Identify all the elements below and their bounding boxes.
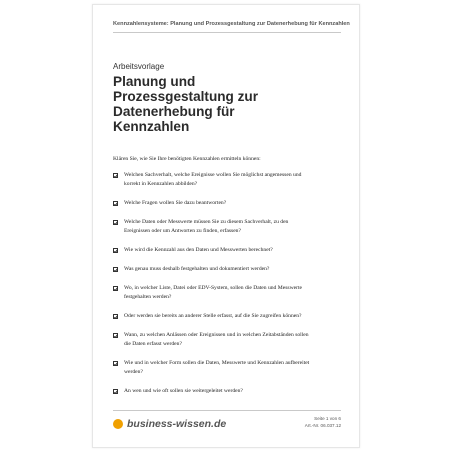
checked-box-icon	[113, 220, 118, 225]
document-title: Planung und Prozessgestaltung zur Datenerhebung für Kennzahlen	[113, 74, 259, 134]
list-item	[113, 218, 313, 236]
checked-box-icon	[113, 286, 118, 291]
question-list	[113, 171, 313, 406]
checked-box-icon	[113, 267, 118, 272]
list-item	[113, 312, 313, 321]
running-header: Kennzahlensysteme: Planung und Prozessgestaltung zur Datenerhebung für Kennzahlen	[113, 21, 350, 27]
list-item	[113, 171, 313, 189]
intro-text: Klären Sie, wie Sie Ihre benötigten Kennzahlen ermitteln können:	[113, 156, 261, 162]
list-item	[113, 284, 313, 302]
question-text: An wen und wie oft sollen sie weitergeleitet werden?	[124, 388, 243, 394]
checked-box-icon	[113, 173, 118, 178]
question-text: Wo, in welcher Liste, Datei oder EDV-System, sollen die Daten und Messwerte festgehalten werden?	[124, 285, 302, 300]
list-item	[113, 331, 313, 349]
business-wissen-logo	[113, 418, 226, 430]
checked-box-icon	[113, 248, 118, 253]
question-text: Wie und in welcher Form sollen die Daten, Messwerte und Kennzahlen aufbereitet werden?	[124, 360, 310, 375]
logo-dot-icon	[113, 419, 123, 429]
list-item	[113, 246, 313, 255]
list-item	[113, 359, 313, 377]
article-number: Art.-Nr. 06.037.12	[304, 423, 341, 428]
footer-divider	[113, 410, 341, 411]
checked-box-icon	[113, 314, 118, 319]
page-number: Seite 1 von 6	[314, 416, 341, 421]
checked-box-icon	[113, 201, 118, 206]
header-divider	[113, 32, 341, 33]
question-text: Welche Fragen wollen Sie dazu beantworten?	[124, 200, 227, 206]
question-text: Wann, zu welchen Anlässen oder Ereignissen und in welchen Zeitabständen sollen die Daten erfasst werden?	[124, 332, 309, 347]
question-text: Oder werden sie bereits an anderer Stelle erfasst, auf die Sie zugreifen können?	[124, 313, 302, 319]
question-text: Was genau muss deshalb festgehalten und dokumentiert werden?	[124, 266, 270, 272]
list-item	[113, 199, 313, 208]
list-item	[113, 265, 313, 274]
question-text: Welchen Sachverhalt, welche Ereignisse wollen Sie möglichst angemessen und korrekt in Kennzahlen abbilden?	[124, 172, 302, 187]
document-page	[92, 4, 360, 448]
list-item	[113, 387, 313, 396]
page-meta	[305, 415, 341, 429]
document-kicker: Arbeitsvorlage	[113, 62, 165, 71]
checked-box-icon	[113, 361, 118, 366]
checked-box-icon	[113, 389, 118, 394]
question-text: Welche Daten oder Messwerte müssen Sie zu diesem Sachverhalt, zu den Ereignissen oder um Antworten zu finden, erfassen?	[124, 219, 289, 234]
logo-text: business-wissen.de	[127, 418, 227, 430]
checked-box-icon	[113, 333, 118, 338]
question-text: Wie wird die Kennzahl aus den Daten und Messwerten berechnet?	[124, 247, 273, 253]
